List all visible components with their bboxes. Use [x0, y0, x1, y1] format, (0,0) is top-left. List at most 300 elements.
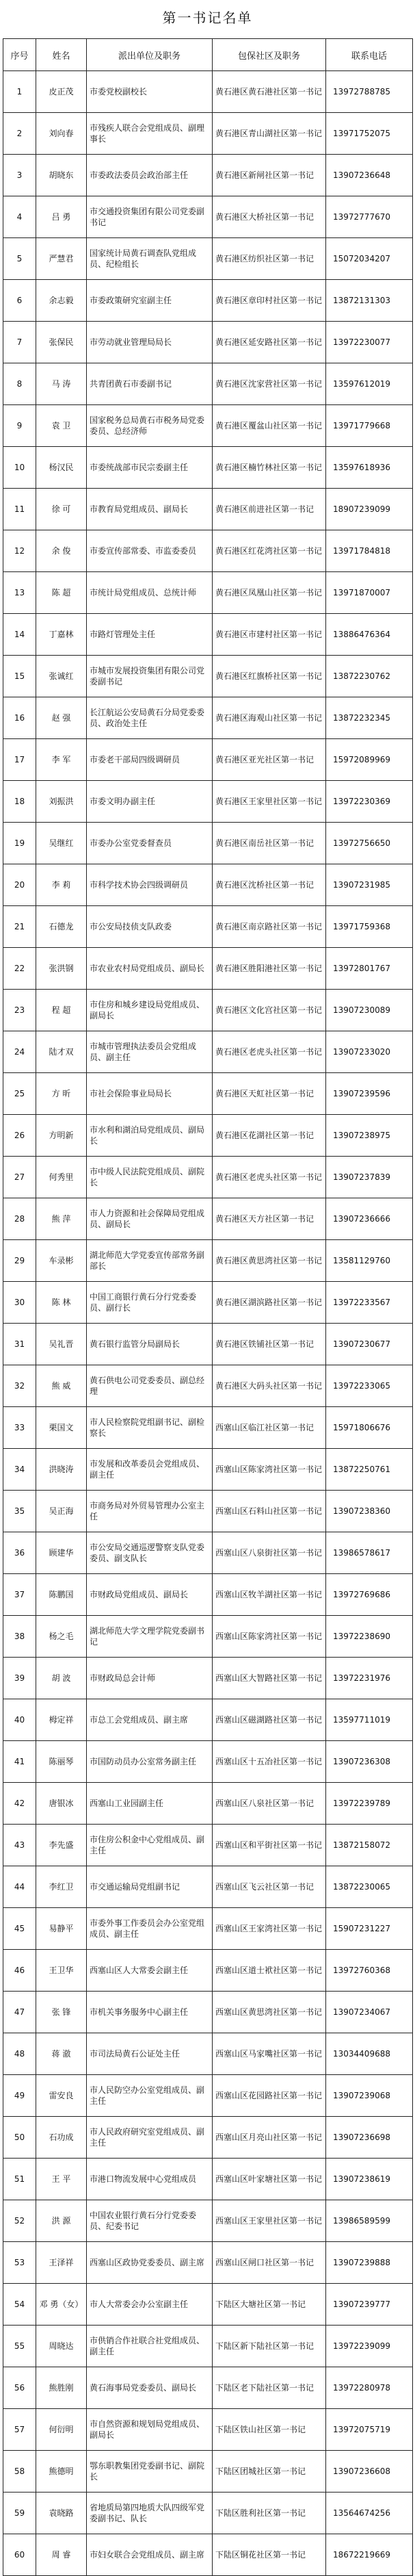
- person-name: 唐银冰: [36, 1783, 87, 1825]
- dispatch-unit: 市委统战部市民宗委副主任: [87, 447, 213, 489]
- phone-number: 13986578617: [326, 1532, 413, 1574]
- person-name: 张诚红: [36, 656, 87, 697]
- person-name: 陈 超: [36, 572, 87, 614]
- row-index: 43: [3, 1825, 36, 1866]
- community-post: 下陆区新下陆社区第一书记: [213, 2326, 326, 2367]
- table-row: [3, 2159, 413, 2200]
- dispatch-unit: 市科学技术协会四级调研员: [87, 864, 213, 906]
- dispatch-unit: 市城市管理执法委员会党组成员、副主任: [87, 1031, 213, 1073]
- community-post: 黄石港区胜阳港社区第一书记: [213, 948, 326, 990]
- community-post: 西塞山区石料山社区第一书记: [213, 1491, 326, 1532]
- dispatch-unit: 市委办公室党委督查员: [87, 823, 213, 864]
- table-row: [3, 1741, 413, 1783]
- phone-number: 13972788785: [326, 71, 413, 113]
- table-row: [3, 322, 413, 363]
- person-name: 赵 强: [36, 697, 87, 739]
- row-index: 5: [3, 238, 36, 280]
- person-name: 吴礼晋: [36, 1324, 87, 1365]
- header-index: 序号: [3, 39, 36, 71]
- phone-number: 18907239099: [326, 489, 413, 530]
- person-name: 吴继红: [36, 823, 87, 864]
- phone-number: 13872131303: [326, 280, 413, 322]
- row-index: 35: [3, 1491, 36, 1532]
- phone-number: 13971784818: [326, 530, 413, 572]
- dispatch-unit: 市交通投资集团有限公司党委副书记: [87, 196, 213, 238]
- dispatch-unit: 鄂东职教集团党委副书记、副院长: [87, 2451, 213, 2493]
- community-post: 西塞山区陈家湾社区第一书记: [213, 1616, 326, 1658]
- row-index: 13: [3, 572, 36, 614]
- phone-number: 15907231227: [326, 1908, 413, 1950]
- person-name: 邓 勇（女）: [36, 2284, 87, 2326]
- dispatch-unit: 市总工会党组成员、副主席: [87, 1699, 213, 1741]
- community-post: 西塞山区闸口社区第一书记: [213, 2242, 326, 2284]
- dispatch-unit: 黄石海事局党委委员、副局长: [87, 2367, 213, 2409]
- header-unit: 派出单位及职务: [87, 39, 213, 71]
- table-row: [3, 948, 413, 990]
- dispatch-unit: 市水利和湖泊局党组成员、副局长: [87, 1115, 213, 1157]
- dispatch-unit: 市商务局对外贸易管理办公室主任: [87, 1491, 213, 1532]
- row-index: 22: [3, 948, 36, 990]
- table-row: [3, 2493, 413, 2534]
- row-index: 49: [3, 2075, 36, 2117]
- dispatch-unit: 市港口物流发展中心党组成员: [87, 2159, 213, 2200]
- person-name: 蒋 澈: [36, 2033, 87, 2075]
- phone-number: 18672219669: [326, 2534, 413, 2576]
- person-name: 何衍明: [36, 2409, 87, 2451]
- row-index: 29: [3, 1240, 36, 1282]
- row-index: 25: [3, 1073, 36, 1115]
- person-name: 张保民: [36, 322, 87, 363]
- person-name: 何秀里: [36, 1157, 87, 1198]
- community-post: 西塞山区大智路社区第一书记: [213, 1658, 326, 1699]
- person-name: 易静平: [36, 1908, 87, 1950]
- row-index: 20: [3, 864, 36, 906]
- header-phone: 联系电话: [326, 39, 413, 71]
- table-row: [3, 1282, 413, 1324]
- person-name: 石德龙: [36, 906, 87, 948]
- row-index: 60: [3, 2534, 36, 2576]
- row-index: 7: [3, 322, 36, 363]
- row-index: 50: [3, 2117, 36, 2159]
- table-row: [3, 1115, 413, 1157]
- person-name: 刘振洪: [36, 781, 87, 823]
- dispatch-unit: 市财政局总会计师: [87, 1658, 213, 1699]
- dispatch-unit: 市住房公积金中心党组成员、副主任: [87, 1825, 213, 1866]
- phone-number: 13597618936: [326, 447, 413, 489]
- dispatch-unit: 市机关事务服务中心副主任: [87, 1992, 213, 2033]
- dispatch-unit: 市残疾人联合会党组成员、副理事长: [87, 113, 213, 155]
- person-name: 杨汉民: [36, 447, 87, 489]
- table-row: [3, 530, 413, 572]
- dispatch-unit: 市委外事工作委员会办公室党组成员、副主任: [87, 1908, 213, 1950]
- phone-number: 13597711019: [326, 1699, 413, 1741]
- person-name: 栗国文: [36, 1407, 87, 1449]
- phone-number: 13907236308: [326, 1741, 413, 1783]
- community-post: 西塞山区花园路社区第一书记: [213, 2075, 326, 2117]
- table-body: [3, 71, 413, 2576]
- dispatch-unit: 共青团黄石市委副书记: [87, 363, 213, 405]
- row-index: 10: [3, 447, 36, 489]
- person-name: 熊德明: [36, 2451, 87, 2493]
- table-row: [3, 1866, 413, 1908]
- phone-number: 13907238619: [326, 2159, 413, 2200]
- phone-number: 13972777670: [326, 196, 413, 238]
- table-row: [3, 1240, 413, 1282]
- community-post: 黄石港区天方社区第一书记: [213, 1198, 326, 1240]
- dispatch-unit: 市住房和城乡建设局党组成员、副局长: [87, 990, 213, 1031]
- table-row: [3, 155, 413, 196]
- person-name: 栂定祥: [36, 1699, 87, 1741]
- dispatch-unit: 市供销合作社联合社党组成员、副主任: [87, 2326, 213, 2367]
- person-name: 李 莉: [36, 864, 87, 906]
- community-post: 西塞山区陈家湾社区第一书记: [213, 1449, 326, 1491]
- person-name: 陈鹏国: [36, 1574, 87, 1616]
- phone-number: 15971806676: [326, 1407, 413, 1449]
- row-index: 18: [3, 781, 36, 823]
- community-post: 黄石港区延安路社区第一书记: [213, 322, 326, 363]
- person-name: 石功成: [36, 2117, 87, 2159]
- dispatch-unit: 湖北师范大学党委宣传部常务副部长: [87, 1240, 213, 1282]
- person-name: 吴正海: [36, 1491, 87, 1532]
- dispatch-unit: 省地质局第四地质大队四级军党委副书记、队长: [87, 2493, 213, 2534]
- person-name: 方明新: [36, 1115, 87, 1157]
- table-row: [3, 656, 413, 697]
- table-row: [3, 2534, 413, 2576]
- dispatch-unit: 西塞山工业园副主任: [87, 1783, 213, 1825]
- phone-number: 13972230077: [326, 322, 413, 363]
- phone-number: 13872230762: [326, 656, 413, 697]
- dispatch-unit: 市交通运输局党组副书记: [87, 1866, 213, 1908]
- table-row: [3, 2117, 413, 2159]
- row-index: 27: [3, 1157, 36, 1198]
- table-row: [3, 1574, 413, 1616]
- dispatch-unit: 湖北师范大学文理学院党委副书记: [87, 1616, 213, 1658]
- row-index: 37: [3, 1574, 36, 1616]
- phone-number: 13907231985: [326, 864, 413, 906]
- person-name: 李红卫: [36, 1866, 87, 1908]
- table-row: [3, 697, 413, 739]
- dispatch-unit: 市统计局党组成员、总统计师: [87, 572, 213, 614]
- table-row: [3, 1783, 413, 1825]
- community-post: 黄石港区王家里社区第一书记: [213, 781, 326, 823]
- dispatch-unit: 市发展和改革委员会党组成员、副主任: [87, 1449, 213, 1491]
- phone-number: 13972231976: [326, 1658, 413, 1699]
- table-row: [3, 2409, 413, 2451]
- row-index: 44: [3, 1866, 36, 1908]
- table-row: [3, 1825, 413, 1866]
- row-index: 48: [3, 2033, 36, 2075]
- phone-number: 13034409688: [326, 2033, 413, 2075]
- row-index: 40: [3, 1699, 36, 1741]
- community-post: 西塞山区牧羊湖社区第一书记: [213, 1574, 326, 1616]
- table-row: [3, 739, 413, 781]
- table-row: [3, 781, 413, 823]
- phone-number: 15072034207: [326, 238, 413, 280]
- phone-number: 13972075719: [326, 2409, 413, 2451]
- person-name: 皮正茂: [36, 71, 87, 113]
- table-row: [3, 1031, 413, 1073]
- community-post: 黄石港区沈家营社区第一书记: [213, 363, 326, 405]
- dispatch-unit: 市人民政府研究室党组成员、副主任: [87, 2117, 213, 2159]
- community-post: 黄石港区红旗桥社区第一书记: [213, 656, 326, 697]
- community-post: 黄石港区南京路社区第一书记: [213, 906, 326, 948]
- dispatch-unit: 市国防动员办公室常务副主任: [87, 1741, 213, 1783]
- row-index: 1: [3, 71, 36, 113]
- person-name: 徐 可: [36, 489, 87, 530]
- dispatch-unit: 长江航运公安局黄石分局党委委员、政治处主任: [87, 697, 213, 739]
- dispatch-unit: 黄石供电公司党委委员、副总经理: [87, 1365, 213, 1407]
- table-row: [3, 1532, 413, 1574]
- row-index: 12: [3, 530, 36, 572]
- phone-number: 13971779668: [326, 405, 413, 447]
- row-index: 8: [3, 363, 36, 405]
- dispatch-unit: 市委文明办副主任: [87, 781, 213, 823]
- table-row: [3, 405, 413, 447]
- dispatch-unit: 国家统计局黄石调查队党组成员、纪检组长: [87, 238, 213, 280]
- community-post: 黄石港区凤凰山社区第一书记: [213, 572, 326, 614]
- community-post: 黄石港区湖滨路社区第一书记: [213, 1282, 326, 1324]
- community-post: 西塞山区马家嘴社区第一书记: [213, 2033, 326, 2075]
- phone-number: 13907230089: [326, 990, 413, 1031]
- table-row: [3, 2075, 413, 2117]
- phone-number: 13907233020: [326, 1031, 413, 1073]
- person-name: 程 超: [36, 990, 87, 1031]
- table-row: [3, 196, 413, 238]
- table-row: [3, 1658, 413, 1699]
- phone-number: 13972233065: [326, 1365, 413, 1407]
- row-index: 21: [3, 906, 36, 948]
- person-name: 杨之毛: [36, 1616, 87, 1658]
- community-post: 黄石港区青山湖社区第一书记: [213, 113, 326, 155]
- person-name: 丁嘉林: [36, 614, 87, 656]
- dispatch-unit: 市公安局交通巡逻警察支队党委委员、副支队长: [87, 1532, 213, 1574]
- header-name: 姓名: [36, 39, 87, 71]
- phone-number: 13907239777: [326, 2284, 413, 2326]
- phone-number: 13886476364: [326, 614, 413, 656]
- row-index: 24: [3, 1031, 36, 1073]
- dispatch-unit: 市人力资源和社会保障局党组成员、副局长: [87, 1198, 213, 1240]
- row-index: 11: [3, 489, 36, 530]
- table-row: [3, 2451, 413, 2493]
- community-post: 下陆区老下陆社区第一书记: [213, 2367, 326, 2409]
- table-row: [3, 1992, 413, 2033]
- community-post: 黄石港区南岳社区第一书记: [213, 823, 326, 864]
- row-index: 54: [3, 2284, 36, 2326]
- phone-number: 13597612019: [326, 363, 413, 405]
- dispatch-unit: 国家税务总局黄石市税务局党委委员、总经济师: [87, 405, 213, 447]
- community-post: 黄石港区老虎头社区第一书记: [213, 1157, 326, 1198]
- phone-number: 13971759368: [326, 906, 413, 948]
- community-post: 黄石港区覆盆山社区第一书记: [213, 405, 326, 447]
- community-post: 西塞山区八泉社区第一书记: [213, 1783, 326, 1825]
- row-index: 36: [3, 1532, 36, 1574]
- dispatch-unit: 市委党校副校长: [87, 71, 213, 113]
- row-index: 3: [3, 155, 36, 196]
- row-index: 45: [3, 1908, 36, 1950]
- community-post: 黄石港区纺织社区第一书记: [213, 238, 326, 280]
- phone-number: 13972769686: [326, 1574, 413, 1616]
- table-row: [3, 1198, 413, 1240]
- dispatch-unit: 市公安局技侦支队政委: [87, 906, 213, 948]
- phone-number: 13972801767: [326, 948, 413, 990]
- phone-number: 13907239068: [326, 2075, 413, 2117]
- dispatch-unit: 市妇女联合会党组成员、副主席: [87, 2534, 213, 2576]
- community-post: 下陆区胜利社区第一书记: [213, 2493, 326, 2534]
- table-header-row: [3, 39, 413, 71]
- dispatch-unit: 市城市发展投资集团有限公司党委副书记: [87, 656, 213, 697]
- phone-number: 13972239789: [326, 1783, 413, 1825]
- table-row: [3, 447, 413, 489]
- dispatch-unit: 西塞山区人大常委会副主任: [87, 1950, 213, 1992]
- phone-number: 13971752075: [326, 113, 413, 155]
- phone-number: 13907237839: [326, 1157, 413, 1198]
- person-name: 陆才双: [36, 1031, 87, 1073]
- dispatch-unit: 市人民防空办公室党组成员、副主任: [87, 2075, 213, 2117]
- row-index: 6: [3, 280, 36, 322]
- phone-number: 13972760368: [326, 1950, 413, 1992]
- dispatch-unit: 中国工商银行黄石分行党委委员、副行长: [87, 1282, 213, 1324]
- dispatch-unit: 市人大常委会办公室副主任: [87, 2284, 213, 2326]
- person-name: 熊胜刚: [36, 2367, 87, 2409]
- person-name: 袁晓路: [36, 2493, 87, 2534]
- phone-number: 13907238360: [326, 1491, 413, 1532]
- phone-number: 13907239888: [326, 2242, 413, 2284]
- row-index: 23: [3, 990, 36, 1031]
- community-post: 黄石港区沈桥社区第一书记: [213, 864, 326, 906]
- table-row: [3, 906, 413, 948]
- page-title: 第一书记名单: [162, 10, 253, 26]
- community-post: 黄石港区黄石港社区第一书记: [213, 71, 326, 113]
- community-post: 黄石港区黄思湾社区第一书记: [213, 1240, 326, 1282]
- dispatch-unit: 市路灯管理处主任: [87, 614, 213, 656]
- phone-number: 13907239596: [326, 1073, 413, 1115]
- table-row: [3, 280, 413, 322]
- phone-number: 13581129760: [326, 1240, 413, 1282]
- person-name: 袁 卫: [36, 405, 87, 447]
- community-post: 西塞山区和平街社区第一书记: [213, 1825, 326, 1866]
- table-row: [3, 2326, 413, 2367]
- row-index: 53: [3, 2242, 36, 2284]
- row-index: 46: [3, 1950, 36, 1992]
- table-row: [3, 1449, 413, 1491]
- table-row: [3, 990, 413, 1031]
- table-row: [3, 1699, 413, 1741]
- person-name: 车录彬: [36, 1240, 87, 1282]
- dispatch-unit: 中国农业银行黄石分行党委委员、纪委书记: [87, 2200, 213, 2242]
- dispatch-unit: 市人民检察院党组副书记、副检察长: [87, 1407, 213, 1449]
- person-name: 胡晓东: [36, 155, 87, 196]
- person-name: 胡 波: [36, 1658, 87, 1699]
- person-name: 马 涛: [36, 363, 87, 405]
- phone-number: 13986589599: [326, 2200, 413, 2242]
- person-name: 周 睿: [36, 2534, 87, 2576]
- row-index: 38: [3, 1616, 36, 1658]
- dispatch-unit: 市农业农村局党组成员、副局长: [87, 948, 213, 990]
- row-index: 32: [3, 1365, 36, 1407]
- community-post: 黄石港区楠竹林社区第一书记: [213, 447, 326, 489]
- person-name: 熊 威: [36, 1365, 87, 1407]
- community-post: 西塞山区王家湾社区第一书记: [213, 1908, 326, 1950]
- community-post: 黄石港区海观山社区第一书记: [213, 697, 326, 739]
- dispatch-unit: 市财政局党组成员、副局长: [87, 1574, 213, 1616]
- dispatch-unit: 市司法局黄石公证处主任: [87, 2033, 213, 2075]
- row-index: 17: [3, 739, 36, 781]
- community-post: 黄石港区前进社区第一书记: [213, 489, 326, 530]
- person-name: 方 昕: [36, 1073, 87, 1115]
- table-row: [3, 1616, 413, 1658]
- person-name: 张 锋: [36, 1992, 87, 2033]
- table-row: [3, 864, 413, 906]
- table-row: [3, 1950, 413, 1992]
- table-row: [3, 2033, 413, 2075]
- phone-number: 13972756650: [326, 823, 413, 864]
- community-post: 西塞山区王家里社区第一书记: [213, 2200, 326, 2242]
- table-row: [3, 2242, 413, 2284]
- table-row: [3, 2367, 413, 2409]
- phone-number: 13564674256: [326, 2493, 413, 2534]
- row-index: 14: [3, 614, 36, 656]
- community-post: 西塞山区磁湖路社区第一书记: [213, 1699, 326, 1741]
- row-index: 52: [3, 2200, 36, 2242]
- row-index: 19: [3, 823, 36, 864]
- community-post: 黄石港区章印村社区第一书记: [213, 280, 326, 322]
- phone-number: 13907236666: [326, 1198, 413, 1240]
- person-name: 王卫华: [36, 1950, 87, 1992]
- community-post: 黄石港区亚光社区第一书记: [213, 739, 326, 781]
- person-name: 陈丽琴: [36, 1741, 87, 1783]
- table-row: [3, 71, 413, 113]
- row-index: 15: [3, 656, 36, 697]
- row-index: 26: [3, 1115, 36, 1157]
- person-name: 周晓达: [36, 2326, 87, 2367]
- table-row: [3, 238, 413, 280]
- row-index: 9: [3, 405, 36, 447]
- person-name: 余 俊: [36, 530, 87, 572]
- header-community: 包保社区及职务: [213, 39, 326, 71]
- phone-number: 13972238690: [326, 1616, 413, 1658]
- phone-number: 13872232345: [326, 697, 413, 739]
- dispatch-unit: 市社会保险事业局局长: [87, 1073, 213, 1115]
- community-post: 西塞山区十五冶社区第一书记: [213, 1741, 326, 1783]
- phone-number: 13907238975: [326, 1115, 413, 1157]
- dispatch-unit: 市委宣传部常委、市监委委员: [87, 530, 213, 572]
- row-index: 34: [3, 1449, 36, 1491]
- table-row: [3, 1407, 413, 1449]
- table-row: [3, 1073, 413, 1115]
- table-row: [3, 1324, 413, 1365]
- row-index: 33: [3, 1407, 36, 1449]
- row-index: 55: [3, 2326, 36, 2367]
- community-post: 下陆区铜花社区第一书记: [213, 2534, 326, 2576]
- phone-number: 13872250761: [326, 1449, 413, 1491]
- community-post: 黄石港区大码头社区第一书记: [213, 1365, 326, 1407]
- table-row: [3, 823, 413, 864]
- dispatch-unit: 市委政法委员会政治部主任: [87, 155, 213, 196]
- person-name: 雷安良: [36, 2075, 87, 2117]
- community-post: 黄石港区红花湾社区第一书记: [213, 530, 326, 572]
- community-post: 西塞山区道士袱社区第一书记: [213, 1950, 326, 1992]
- phone-number: 13972280978: [326, 2367, 413, 2409]
- row-index: 2: [3, 113, 36, 155]
- dispatch-unit: 市劳动就业管理局局长: [87, 322, 213, 363]
- phone-number: 13907236608: [326, 2451, 413, 2493]
- row-index: 42: [3, 1783, 36, 1825]
- table-row: [3, 1157, 413, 1198]
- community-post: 西塞山区临江社区第一书记: [213, 1407, 326, 1449]
- community-post: 黄石港区铁铺社区第一书记: [213, 1324, 326, 1365]
- table-row: [3, 363, 413, 405]
- row-index: 39: [3, 1658, 36, 1699]
